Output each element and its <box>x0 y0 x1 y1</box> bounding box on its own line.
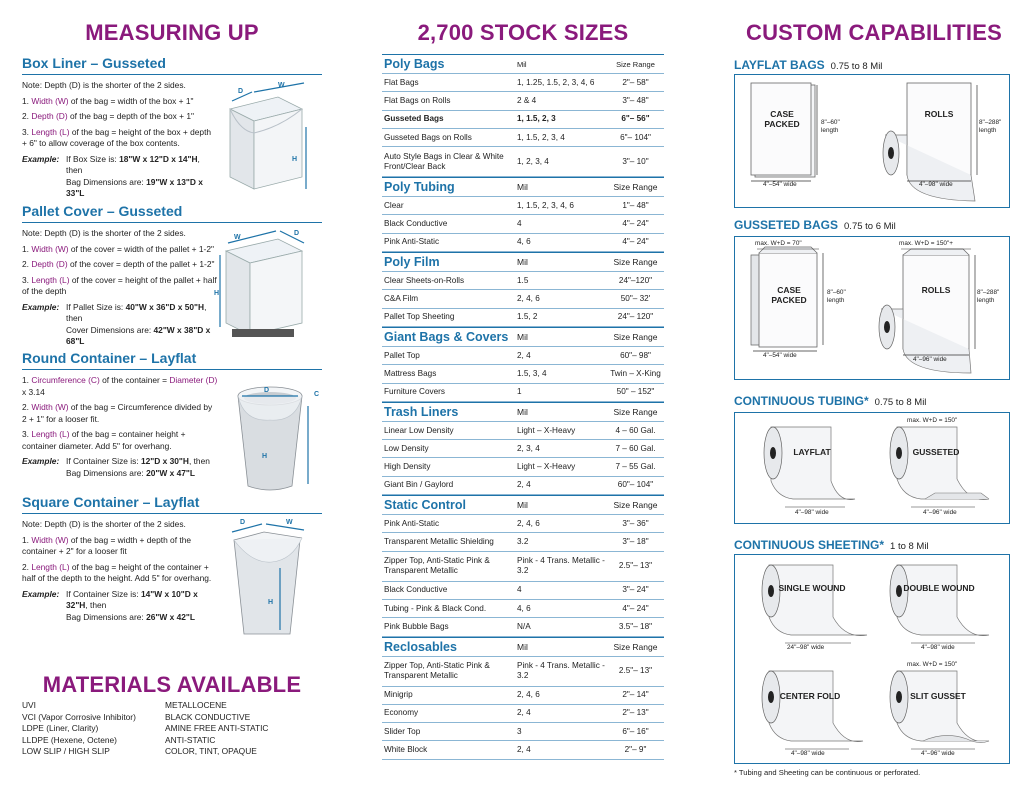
material-item: COLOR, TINT, OPAQUE <box>165 746 257 756</box>
tubing-illustration <box>735 413 1008 522</box>
tubing-layflat-width: 4"–98" wide <box>795 509 829 516</box>
table-row <box>382 215 664 233</box>
layflat-box <box>734 74 1010 208</box>
measuring-column <box>22 0 322 800</box>
material-item: LDPE (Liner, Clarity) <box>22 723 99 733</box>
stock-range-header: Size Range <box>613 182 658 193</box>
layflat-heading: LAYFLAT BAGS 0.75 to 8 Mil <box>734 58 883 72</box>
materials-col-1 <box>22 700 165 758</box>
stock-mil-header: Mil <box>517 331 528 342</box>
stock-mil-header: Mil <box>517 59 527 69</box>
stock-title: 2,700 STOCK SIZES <box>417 20 629 45</box>
table-row <box>382 477 664 495</box>
gusseted-heading: GUSSETED BAGS 0.75 to 6 Mil <box>734 218 896 232</box>
sheeting-center-fold-label: CENTER FOLD <box>779 691 841 701</box>
sheeting-slit-gusset-width: 4"–96" wide <box>921 750 955 757</box>
stock-mil: 1, 2, 3, 4 <box>517 156 549 166</box>
stock-section <box>382 402 664 495</box>
box-liner-illustration <box>220 81 310 196</box>
sheeting-double-wound-width: 4"–98" wide <box>921 644 955 651</box>
stock-product: Flat Bags on Rolls <box>384 95 451 105</box>
svg-text:W: W <box>234 234 241 241</box>
stock-section <box>382 177 664 252</box>
tubing-layflat-label: LAYFLAT <box>793 447 831 457</box>
stock-section <box>382 252 664 327</box>
stock-section-header <box>382 403 664 422</box>
pallet-cover-section <box>22 203 322 348</box>
material-item: VCI (Vapor Corrosive Inhibitor) <box>22 711 136 722</box>
table-row <box>382 741 664 759</box>
stock-mil-header: Mil <box>517 406 528 417</box>
stock-product: Economy <box>384 708 419 718</box>
round-container-title: Round Container – Layflat <box>22 350 322 370</box>
stock-product: High Density <box>384 462 431 472</box>
svg-text:D: D <box>238 88 244 95</box>
gusseted-case-max: max. W+D = 70" <box>755 240 802 247</box>
stock-size-range: 2"– 14" <box>622 690 649 700</box>
sheeting-heading: CONTINUOUS SHEETING* 1 to 8 Mil <box>734 538 929 552</box>
table-row <box>382 92 664 110</box>
pallet-cover-note: Note: Depth (D) is the shorter of the 2 sides. <box>22 228 186 238</box>
stock-size-range: 3.5"– 18" <box>618 621 653 631</box>
table-row <box>382 422 664 440</box>
table-row <box>382 705 664 723</box>
box-liner-item-3: 3. Length (L) of the bag = height of the box + depth + 6" to allow coverage of the box contents. <box>22 126 212 148</box>
stock-column <box>382 0 664 800</box>
table-row <box>382 552 664 582</box>
square-container-section <box>22 494 322 623</box>
tubing-heading: CONTINUOUS TUBING* 0.75 to 8 Mil <box>734 394 927 408</box>
stock-mil: 4, 6 <box>517 603 531 613</box>
stock-size-range: 2"– 9" <box>624 745 647 755</box>
stock-section-title: Poly Film <box>384 255 440 270</box>
stock-section-title: Reclosables <box>384 639 457 654</box>
materials-col-2 <box>165 700 308 758</box>
stock-mil: 3 <box>517 726 522 736</box>
stock-mil: 1, 1.25, 1.5, 2, 3, 4, 6 <box>517 77 595 87</box>
stock-section-title: Giant Bags & Covers <box>384 329 509 344</box>
stock-section <box>382 54 664 177</box>
sheeting-single-wound-label: SINGLE WOUND <box>778 583 846 593</box>
stock-mil: 1, 1.5, 2, 3, 4, 6 <box>517 200 574 210</box>
pallet-cover-illustration <box>214 225 310 345</box>
stock-mil-header: Mil <box>517 500 528 511</box>
box-liner-item-2: 2. Depth (D) of the bag = depth of the box + 1" <box>22 111 195 121</box>
stock-section-title: Trash Liners <box>384 404 459 419</box>
tubing-gusseted-label: GUSSETED <box>912 447 960 457</box>
stock-size-range: 4"– 24" <box>622 219 649 229</box>
table-row <box>382 197 664 215</box>
stock-size-range: 3"– 18" <box>622 536 649 546</box>
stock-size-range: 6"– 104" <box>620 132 651 142</box>
stock-size-range: 6"– 56" <box>621 114 650 124</box>
round-container-item-1: 1. Circumference (C) of the container = Diameter (D) x 3.14 <box>22 375 218 397</box>
svg-text:W: W <box>278 82 285 89</box>
stock-product: Auto Style Bags in Clear & White Front/Clear Back <box>384 151 504 171</box>
sheeting-box <box>734 554 1010 764</box>
stock-product: Zipper Top, Anti-Static Pink & Transparent Metallic <box>384 661 490 681</box>
material-item: AMINE FREE ANTI-STATIC <box>165 723 269 733</box>
stock-mil-header: Mil <box>517 641 528 652</box>
stock-size-range: 50"– 32' <box>620 294 651 304</box>
stock-product: Giant Bin / Gaylord <box>384 480 454 490</box>
table-row <box>382 600 664 618</box>
stock-product: Pallet Top <box>384 350 420 360</box>
round-container-illustration <box>222 378 322 496</box>
round-container-item-2: 2. Width (W) of the bag = Circumference divided by 2 + 1" for a looser fit. <box>22 402 213 424</box>
table-row <box>382 365 664 383</box>
stock-product: Gusseted Bags <box>384 114 444 124</box>
stock-size-range: 3"– 48" <box>622 95 649 105</box>
gusseted-box <box>734 236 1010 380</box>
round-container-example: Example: If Container Size is: 12"D x 30"H, then Bag Dimensions are: 20"W x 47"L <box>22 456 210 478</box>
stock-mil: Light – X-Heavy <box>517 462 576 472</box>
measuring-title: MEASURING UP <box>85 20 259 45</box>
table-row <box>382 657 664 687</box>
box-liner-section <box>22 55 322 200</box>
stock-mil: 2, 4 <box>517 480 531 490</box>
stock-size-range: 2.5"– 13" <box>618 666 653 676</box>
table-row <box>382 147 664 177</box>
svg-text:D: D <box>264 387 270 394</box>
box-liner-title: Box Liner – Gusseted <box>22 55 322 75</box>
stock-mil: 2, 4, 6 <box>517 518 540 528</box>
stock-product: Pink Anti-Static <box>384 518 440 528</box>
square-container-note: Note: Depth (D) is the shorter of the 2 sides. <box>22 519 186 529</box>
table-row <box>382 723 664 741</box>
stock-mil: 2 & 4 <box>517 95 537 105</box>
stock-mil: 1.5, 3, 4 <box>517 368 547 378</box>
stock-size-range: 2"– 13" <box>622 708 649 718</box>
materials-title: MATERIALS AVAILABLE <box>42 672 302 697</box>
table-row <box>382 272 664 290</box>
stock-mil: 4 <box>517 219 522 229</box>
stock-section-header <box>382 638 664 657</box>
stock-range-header: Size Range <box>613 641 658 652</box>
svg-text:H: H <box>214 290 220 297</box>
pallet-cover-item-3: 3. Length (L) of the cover = height of the pallet + half of the depth <box>22 274 217 296</box>
stock-range-header: Size Range <box>613 331 658 342</box>
stock-mil: N/A <box>517 621 531 631</box>
stock-product: Pallet Top Sheeting <box>384 312 455 322</box>
stock-range-header: Size Range <box>613 406 658 417</box>
box-liner-example: Example: If Box Size is: 18"W x 12"D x 14"H, then Bag Dimensions are: 19"W x 13"D x 33"L <box>22 153 203 198</box>
pallet-cover-title: Pallet Cover – Gusseted <box>22 203 322 223</box>
tubing-gusseted-max: max. W+D = 150" <box>907 417 958 424</box>
square-container-example: Example: If Container Size is: 14"W x 10"D x 32"H, then Bag Dimensions are: 26"W x 42"L <box>22 588 198 622</box>
gusseted-roll-width: 4"–96" wide <box>913 356 947 363</box>
stock-product: White Block <box>384 745 428 755</box>
stock-size-range: 4"– 24" <box>622 603 649 613</box>
stock-size-range: 50" – 152" <box>616 387 655 397</box>
stock-mil: 1, 1.5, 2, 3, 4 <box>517 132 565 142</box>
layflat-roll-width: 4"–98" wide <box>919 181 953 188</box>
stock-section <box>382 327 664 402</box>
svg-text:C: C <box>314 391 320 398</box>
stock-section-title: Poly Bags <box>384 57 445 71</box>
svg-text:D: D <box>240 519 246 526</box>
stock-product: Mattress Bags <box>384 368 437 378</box>
box-liner-item-1: 1. Width (W) of the bag = width of the box + 1" <box>22 95 194 106</box>
square-container-illustration <box>222 512 314 640</box>
square-container-item-1: 1. Width (W) of the bag = width + depth of the container + 2" for a looser fit <box>22 534 192 556</box>
material-item: LLDPE (Hexene, Octene) <box>22 734 117 745</box>
gusseted-case-packed-label: CASE PACKED <box>771 285 807 305</box>
square-container-title: Square Container – Layflat <box>22 494 322 514</box>
stock-mil: Pink - 4 Trans. Metallic - 3.2 <box>517 556 605 576</box>
stock-section-title: Static Control <box>384 498 466 513</box>
stock-size-range: 3"– 10" <box>622 156 649 166</box>
table-row <box>382 582 664 600</box>
stock-mil: 3.2 <box>517 536 529 546</box>
sheeting-double-wound-label: DOUBLE WOUND <box>903 583 975 593</box>
stock-product: Clear Sheets-on-Rolls <box>384 275 465 285</box>
stock-product: Black Conductive <box>384 219 448 229</box>
gusseted-case-length: 8"–60" length <box>827 289 846 304</box>
stock-product: Gusseted Bags on Rolls <box>384 132 472 142</box>
stock-mil: 2, 4 <box>517 745 531 755</box>
stock-product: Tubing - Pink & Black Cond. <box>384 603 487 613</box>
stock-size-range: 24"– 120" <box>617 312 654 322</box>
table-row <box>382 515 664 533</box>
stock-section-header <box>382 178 664 197</box>
stock-mil: 1.5, 2 <box>517 312 538 322</box>
stock-product: Furniture Covers <box>384 387 445 397</box>
table-row <box>382 129 664 147</box>
pallet-cover-example: Example: If Pallet Size is: 40"W x 36"D x 50"H, then Cover Dimensions are: 42"W x 38"D x 68"L <box>22 301 211 346</box>
stock-size-range: 60"– 104" <box>617 480 654 490</box>
stock-size-range: 60"– 98" <box>620 350 651 360</box>
svg-text:H: H <box>262 453 268 460</box>
stock-size-range: 2.5"– 13" <box>618 561 653 571</box>
table-row <box>382 618 664 636</box>
stock-range-header: Size Range <box>616 59 655 69</box>
table-row <box>382 74 664 92</box>
stock-size-range: Twin – X-King <box>610 368 661 378</box>
stock-size-range: 3"– 36" <box>622 518 649 528</box>
gusseted-rolls-label: ROLLS <box>921 285 951 295</box>
stock-product: Transparent Metallic Shielding <box>384 536 494 546</box>
table-row <box>382 290 664 308</box>
stock-product: Black Conductive <box>384 585 448 595</box>
stock-product: Linear Low Density <box>384 425 454 435</box>
stock-section-title: Poly Tubing <box>384 180 455 195</box>
table-row <box>382 234 664 252</box>
stock-mil: 1, 1.5, 2, 3 <box>517 114 556 124</box>
stock-product: C&A Film <box>384 294 419 304</box>
stock-product: Zipper Top, Anti-Static Pink & Transparent Metallic <box>384 556 490 576</box>
stock-product: Slider Top <box>384 726 421 736</box>
layflat-case-length: 8"–60" length <box>821 119 840 134</box>
stock-section-header <box>382 55 664 74</box>
materials-list <box>22 700 322 758</box>
tubing-box <box>734 412 1010 524</box>
tubing-gusseted-width: 4"–96" wide <box>923 509 957 516</box>
sheeting-single-wound-width: 24"–98" wide <box>787 644 825 651</box>
svg-text:W: W <box>286 519 293 526</box>
stock-mil: 1 <box>517 387 522 397</box>
stock-mil: 4 <box>517 585 522 595</box>
material-item: LOW SLIP / HIGH SLIP <box>22 746 110 756</box>
stock-size-range: 4 – 60 Gal. <box>615 425 656 435</box>
pallet-cover-item-1: 1. Width (W) of the cover = width of the pallet + 1-2" <box>22 243 214 254</box>
stock-product: Pink Bubble Bags <box>384 621 449 631</box>
stock-size-range: 6"– 16" <box>622 726 649 736</box>
stock-product: Low Density <box>384 443 429 453</box>
table-row <box>382 384 664 402</box>
stock-size-range: 2"– 58" <box>622 77 649 87</box>
material-item: ANTI-STATIC <box>165 734 216 745</box>
square-container-item-2: 2. Length (L) of the bag = height of the container + half of the depth to the height. Add 5" for overhang. <box>22 561 212 583</box>
table-row <box>382 687 664 705</box>
stock-product: Clear <box>384 200 404 210</box>
svg-text:H: H <box>268 599 274 606</box>
table-row <box>382 458 664 476</box>
stock-mil: 2, 3, 4 <box>517 443 540 453</box>
custom-footnote: * Tubing and Sheeting can be continuous or perforated. <box>734 768 921 777</box>
stock-section-header <box>382 496 664 515</box>
sheeting-slit-gusset-label: SLIT GUSSET <box>910 691 966 701</box>
material-item: METALLOCENE <box>165 700 227 710</box>
pallet-cover-item-2: 2. Depth (D) of the cover = depth of the pallet + 1-2" <box>22 259 215 269</box>
stock-mil-header: Mil <box>517 257 528 268</box>
stock-mil: Light – X-Heavy <box>517 425 576 435</box>
stock-product: Pink Anti-Static <box>384 237 440 247</box>
stock-mil: 1.5 <box>517 275 529 285</box>
round-container-section <box>22 350 322 479</box>
stock-product: Minigrip <box>384 690 413 700</box>
stock-section-header <box>382 328 664 347</box>
round-container-item-3: 3. Length (L) of the bag = container height + container diameter. Add 5" for overhang. <box>22 429 186 451</box>
material-item: UVI <box>22 700 36 710</box>
table-row <box>382 309 664 327</box>
svg-text:D: D <box>294 230 300 237</box>
stock-mil: 2, 4, 6 <box>517 690 540 700</box>
stock-mil: 2, 4 <box>517 708 531 718</box>
layflat-case-packed-label: CASE PACKED <box>764 109 800 129</box>
layflat-roll-length: 8"–288" length <box>979 119 1002 134</box>
svg-text:H: H <box>292 156 298 163</box>
gusseted-roll-max: max. W+D = 150"+ <box>899 240 953 247</box>
custom-column <box>734 0 1014 800</box>
stock-product: Flat Bags <box>384 77 419 87</box>
stock-size-range: 3"– 24" <box>622 585 649 595</box>
stock-range-header: Size Range <box>613 500 658 511</box>
stock-section-header <box>382 253 664 272</box>
stock-mil: 2, 4, 6 <box>517 294 540 304</box>
table-row <box>382 533 664 551</box>
sheeting-slit-gusset-max: max. W+D = 150" <box>907 661 958 668</box>
stock-size-range: 24"–120" <box>618 275 653 285</box>
stock-size-range: 4"– 24" <box>622 237 649 247</box>
stock-size-range: 1"– 48" <box>622 200 649 210</box>
stock-section <box>382 637 664 760</box>
stock-size-range: 7 – 55 Gal. <box>615 462 656 472</box>
stock-mil: 4, 6 <box>517 237 531 247</box>
gusseted-roll-length: 8"–288" length <box>977 289 1000 304</box>
gusseted-case-width: 4"–54" wide <box>763 352 797 359</box>
table-row <box>382 440 664 458</box>
stock-table <box>382 54 664 760</box>
sheeting-center-fold-width: 4"–98" wide <box>791 750 825 757</box>
table-row <box>382 111 664 129</box>
stock-size-range: 7 – 60 Gal. <box>615 443 656 453</box>
stock-section <box>382 495 664 636</box>
material-item: BLACK CONDUCTIVE <box>165 711 251 722</box>
stock-mil: 2, 4 <box>517 350 531 360</box>
stock-range-header: Size Range <box>613 257 658 268</box>
layflat-rolls-label: ROLLS <box>924 109 954 119</box>
box-liner-note: Note: Depth (D) is the shorter of the 2 sides. <box>22 80 186 90</box>
layflat-case-width: 4"–54" wide <box>763 181 797 188</box>
table-row <box>382 347 664 365</box>
custom-title: CUSTOM CAPABILITIES <box>746 20 1002 45</box>
stock-mil: Pink - 4 Trans. Metallic - 3.2 <box>517 661 605 681</box>
stock-mil-header: Mil <box>517 182 528 193</box>
